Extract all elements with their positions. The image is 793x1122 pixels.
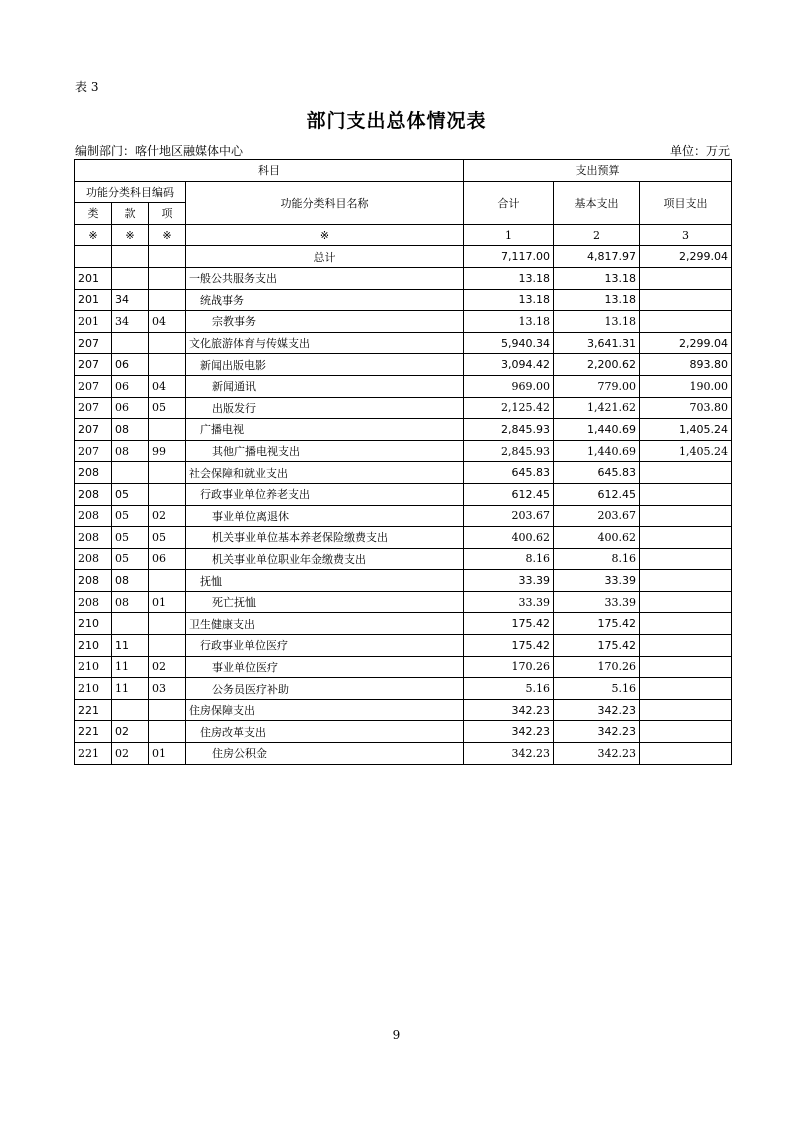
amount-project: 1,405.24 [640,419,732,441]
code-lei: 208 [75,483,112,505]
table-row [75,332,732,354]
code-kuan: 05 [112,548,149,570]
table-row [75,699,732,721]
table-row [75,311,732,333]
table-row [75,289,732,311]
table-row [75,570,732,592]
table-row [75,505,732,527]
amount-basic: 779.00 [554,375,640,397]
code-xiang [149,635,186,657]
subject-name: 住房保障支出 [186,699,464,721]
code-kuan: 08 [112,440,149,462]
code-lei: 207 [75,397,112,419]
amount-basic: 33.39 [554,570,640,592]
amount-basic: 175.42 [554,613,640,635]
table-row [75,678,732,700]
page-title: 部门支出总体情况表 [306,110,487,132]
code-kuan: 02 [112,743,149,765]
table-row [75,462,732,484]
table-row [75,440,732,462]
subject-name: 新闻出版电影 [186,354,464,376]
subject-name: 出版发行 [186,397,464,419]
header-name: 功能分类科目名称 [186,181,464,224]
amount-total: 175.42 [464,613,554,635]
code-lei: 208 [75,591,112,613]
amount-project: 190.00 [640,375,732,397]
unit-label: 单位：万元 [669,144,730,158]
amount-project: 703.80 [640,397,732,419]
code-xiang [149,419,186,441]
amount-basic: 13.18 [554,289,640,311]
subject-name: 行政事业单位医疗 [186,635,464,657]
code-lei: 208 [75,505,112,527]
code-xiang [149,613,186,635]
table-row [75,419,732,441]
subject-name: 事业单位离退休 [186,505,464,527]
amount-basic: 645.83 [554,462,640,484]
code-lei: 210 [75,656,112,678]
table-row [75,635,732,657]
amount-basic: 13.18 [554,311,640,333]
amount-total: 342.23 [464,699,554,721]
code-xiang [149,462,186,484]
code-kuan: 05 [112,505,149,527]
table-row [75,743,732,765]
amount-basic: 342.23 [554,699,640,721]
amount-basic: 175.42 [554,635,640,657]
code-xiang [149,570,186,592]
table-row [75,548,732,570]
amount-basic: 8.16 [554,548,640,570]
code-kuan: 05 [112,483,149,505]
amount-basic: 203.67 [554,505,640,527]
department-label: 编制部门：喀什地区融媒体中心 [75,144,244,158]
amount-project [640,591,732,613]
code-kuan: 11 [112,635,149,657]
header-lei: 类 [75,203,112,225]
code-xiang [149,289,186,311]
header-total: 合计 [464,181,554,224]
amount-total: 2,125.42 [464,397,554,419]
code-kuan: 06 [112,397,149,419]
amount-basic: 170.26 [554,656,640,678]
table-row [75,375,732,397]
amount-project [640,678,732,700]
table-row [75,656,732,678]
amount-basic: 5.16 [554,678,640,700]
code-xiang [149,483,186,505]
code-xiang: 01 [149,743,186,765]
amount-basic: 342.23 [554,743,640,765]
code-kuan [112,699,149,721]
amount-project [640,743,732,765]
code-kuan [112,332,149,354]
table-row [75,721,732,743]
total-project: 2,299.04 [640,246,732,268]
amount-project [640,635,732,657]
subject-name: 宗教事务 [186,311,464,333]
amount-total: 2,845.93 [464,419,554,441]
table-number-label: 表 3 [75,80,99,94]
amount-total: 5,940.34 [464,332,554,354]
code-kuan: 34 [112,311,149,333]
amount-project [640,548,732,570]
code-lei: 210 [75,635,112,657]
amount-basic: 400.62 [554,527,640,549]
amount-total: 203.67 [464,505,554,527]
amount-basic: 612.45 [554,483,640,505]
code-xiang: 99 [149,440,186,462]
amount-total: 342.23 [464,743,554,765]
amount-project: 893.80 [640,354,732,376]
table-row [75,267,732,289]
amount-project [640,462,732,484]
amount-total: 969.00 [464,375,554,397]
amount-project: 2,299.04 [640,332,732,354]
amount-basic: 13.18 [554,267,640,289]
code-lei: 207 [75,419,112,441]
amount-total: 612.45 [464,483,554,505]
amount-total: 13.18 [464,289,554,311]
table-row [75,613,732,635]
header-budget: 支出预算 [464,160,732,182]
code-lei: 221 [75,699,112,721]
amount-total: 2,845.93 [464,440,554,462]
header-xiang: 项 [149,203,186,225]
code-kuan: 02 [112,721,149,743]
column-number-1: 1 [464,224,554,246]
amount-total: 3,094.42 [464,354,554,376]
amount-project [640,311,732,333]
amount-total: 13.18 [464,267,554,289]
subject-name: 社会保障和就业支出 [186,462,464,484]
mark-cell: ※ [186,224,464,246]
amount-project [640,721,732,743]
code-xiang [149,332,186,354]
subject-name: 机关事业单位基本养老保险缴费支出 [186,527,464,549]
subject-name: 广播电视 [186,419,464,441]
code-lei: 201 [75,311,112,333]
code-kuan [112,613,149,635]
code-kuan: 11 [112,678,149,700]
code-lei: 210 [75,678,112,700]
code-xiang: 06 [149,548,186,570]
amount-basic: 1,440.69 [554,440,640,462]
amount-total: 645.83 [464,462,554,484]
amount-project [640,613,732,635]
amount-total: 400.62 [464,527,554,549]
amount-project: 1,405.24 [640,440,732,462]
code-xiang: 05 [149,527,186,549]
column-number-3: 3 [640,224,732,246]
amount-project [640,505,732,527]
amount-project [640,483,732,505]
subject-name: 公务员医疗补助 [186,678,464,700]
table-row [75,591,732,613]
code-kuan: 34 [112,289,149,311]
code-kuan: 11 [112,656,149,678]
code-xiang [149,721,186,743]
code-lei: 221 [75,721,112,743]
header-code-group: 功能分类科目编码 [75,181,186,203]
code-xiang [149,699,186,721]
code-xiang: 02 [149,505,186,527]
code-lei: 208 [75,570,112,592]
amount-project [640,527,732,549]
code-xiang: 02 [149,656,186,678]
amount-basic: 3,641.31 [554,332,640,354]
code-xiang: 04 [149,375,186,397]
code-xiang: 04 [149,311,186,333]
table-row [75,354,732,376]
amount-project [640,570,732,592]
mark-cell: ※ [75,224,112,246]
code-kuan [112,267,149,289]
subject-name: 其他广播电视支出 [186,440,464,462]
total-sum: 7,117.00 [464,246,554,268]
subject-name: 住房改革支出 [186,721,464,743]
code-lei: 208 [75,462,112,484]
header-kuan: 款 [112,203,149,225]
code-xiang: 03 [149,678,186,700]
amount-project [640,267,732,289]
amount-total: 170.26 [464,656,554,678]
amount-total: 5.16 [464,678,554,700]
table-row [75,483,732,505]
total-basic: 4,817.97 [554,246,640,268]
amount-basic: 1,440.69 [554,419,640,441]
amount-basic: 2,200.62 [554,354,640,376]
code-lei: 207 [75,354,112,376]
amount-basic: 1,421.62 [554,397,640,419]
code-lei: 221 [75,743,112,765]
column-number-2: 2 [554,224,640,246]
amount-total: 342.23 [464,721,554,743]
amount-total: 175.42 [464,635,554,657]
subject-name: 死亡抚恤 [186,591,464,613]
code-xiang [149,267,186,289]
amount-project [640,289,732,311]
amount-basic: 342.23 [554,721,640,743]
subject-name: 事业单位医疗 [186,656,464,678]
code-kuan: 06 [112,354,149,376]
header-project: 项目支出 [640,181,732,224]
subject-name: 文化旅游体育与传媒支出 [186,332,464,354]
header-basic: 基本支出 [554,181,640,224]
code-lei: 210 [75,613,112,635]
table-row [75,527,732,549]
code-lei: 201 [75,267,112,289]
subject-name: 统战事务 [186,289,464,311]
subject-name: 新闻通讯 [186,375,464,397]
amount-total: 13.18 [464,311,554,333]
subject-name: 卫生健康支出 [186,613,464,635]
amount-project [640,699,732,721]
total-label: 总计 [186,246,464,268]
mark-cell: ※ [149,224,186,246]
code-xiang: 01 [149,591,186,613]
code-kuan [112,462,149,484]
code-kuan: 08 [112,570,149,592]
code-lei: 201 [75,289,112,311]
code-lei: 208 [75,527,112,549]
subject-name: 抚恤 [186,570,464,592]
code-xiang: 05 [149,397,186,419]
amount-basic: 33.39 [554,591,640,613]
page-number: 9 [392,1028,401,1042]
amount-total: 8.16 [464,548,554,570]
header-subject: 科目 [75,160,464,182]
code-lei: 207 [75,440,112,462]
code-kuan: 08 [112,591,149,613]
mark-cell: ※ [112,224,149,246]
code-lei: 207 [75,332,112,354]
table-row [75,397,732,419]
code-lei: 208 [75,548,112,570]
subject-name: 机关事业单位职业年金缴费支出 [186,548,464,570]
subject-name: 行政事业单位养老支出 [186,483,464,505]
expenditure-table [74,159,732,765]
subject-name: 住房公积金 [186,743,464,765]
code-xiang [149,354,186,376]
code-lei: 207 [75,375,112,397]
code-kuan: 08 [112,419,149,441]
amount-total: 33.39 [464,570,554,592]
code-kuan: 05 [112,527,149,549]
code-kuan: 06 [112,375,149,397]
subject-name: 一般公共服务支出 [186,267,464,289]
amount-total: 33.39 [464,591,554,613]
amount-project [640,656,732,678]
